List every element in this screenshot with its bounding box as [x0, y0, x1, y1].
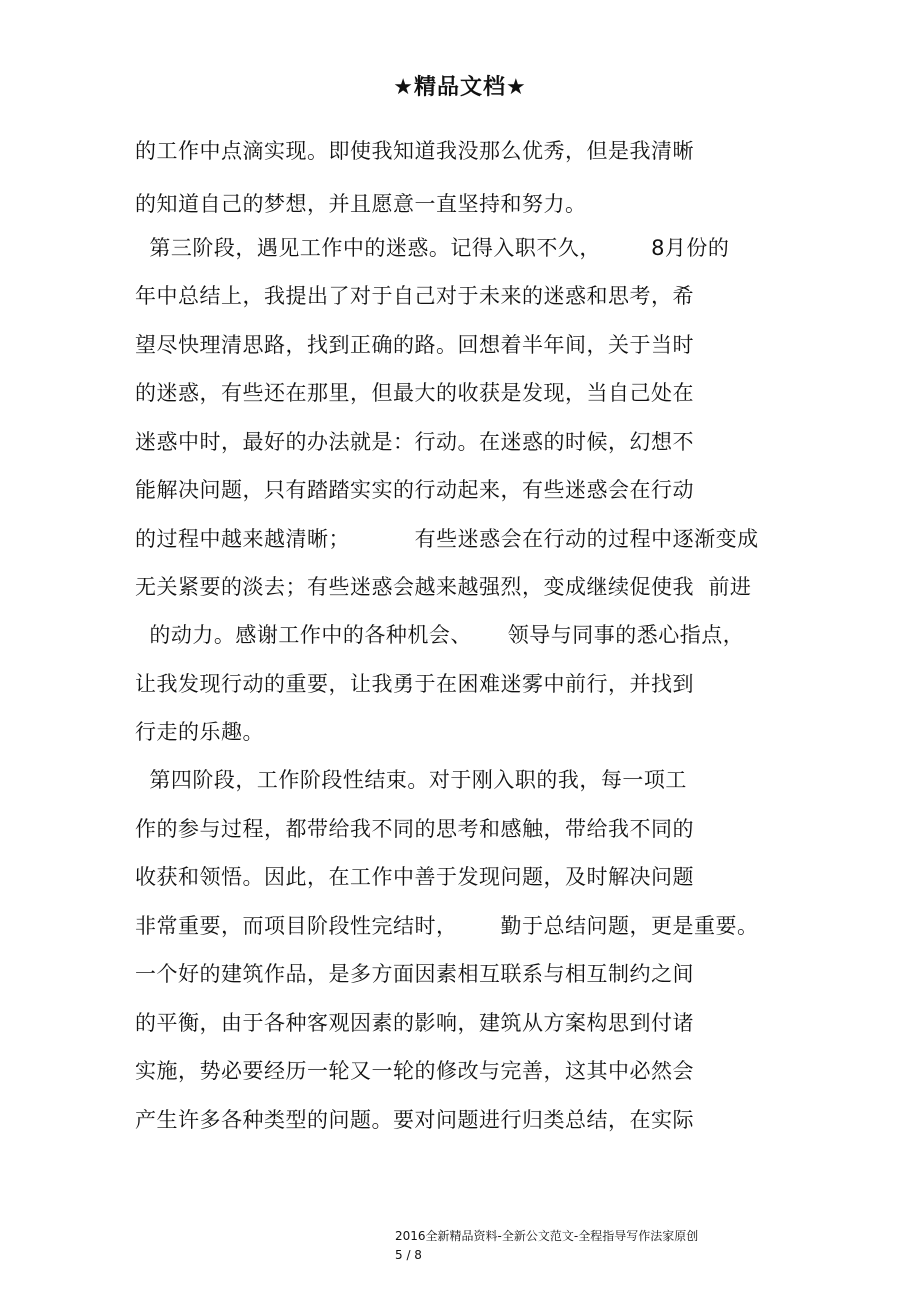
text-line: 的知道自己的梦想，并且愿意一直坚持和努力。	[135, 192, 587, 216]
text-line: 的迷惑，有些还在那里，但最大的收获是发现，当自己处在	[135, 381, 694, 405]
text-line: 第四阶段，工作阶段性结束。对于刚入职的我，每一项工	[135, 768, 687, 792]
text-line: 能解决问题，只有踏踏实实的行动起来，有些迷惑会在行动	[135, 478, 694, 502]
text-line: 非常重要，而项目阶段性完结时， 勤于总结问题，更是重要。	[135, 914, 759, 938]
text-line: 迷惑中时，最好的办法就是：行动。在迷惑的时候，幻想不	[135, 430, 694, 454]
text-line: 第三阶段，遇见工作中的迷惑。记得入职不久， 8月份的	[135, 236, 730, 260]
text-line: 作的参与过程，都带给我不同的思考和感触，带给我不同的	[135, 817, 694, 841]
document-header-title: ★精品文档★	[393, 75, 527, 100]
text-line: 的动力。感谢工作中的各种机会、 领导与同事的悉心指点，	[135, 623, 745, 647]
footer-source-text: 2016全新精品资料-全新公文范文-全程指导写作法家原创	[395, 1229, 699, 1243]
text-line: 行走的乐趣。	[135, 720, 264, 744]
text-line: 收获和领悟。因此，在工作中善于发现问题，及时解决问题	[135, 865, 694, 889]
text-line: 无关紧要的淡去；有些迷惑会越来越强烈，变成继续促使我 前进	[135, 575, 752, 599]
text-line: 望尽快理清思路，找到正确的路。回想着半年间，关于当时	[135, 333, 694, 357]
text-line: 产生许多各种类型的问题。要对问题进行归类总结，在实际	[135, 1108, 694, 1132]
text-line: 的过程中越来越清晰； 有些迷惑会在行动的过程中逐渐变成	[135, 527, 759, 551]
page-number: 5 / 8	[395, 1248, 422, 1262]
text-line: 年中总结上，我提出了对于自己对于未来的迷惑和思考，希	[135, 284, 694, 308]
text-line: 的平衡，由于各种客观因素的影响，建筑从方案构思到付诸	[135, 1011, 694, 1035]
text-line: 让我发现行动的重要，让我勇于在困难迷雾中前行，并找到	[135, 672, 694, 696]
text-line: 实施，势必要经历一轮又一轮的修改与完善，这其中必然会	[135, 1059, 694, 1083]
text-line: 的工作中点滴实现。即使我知道我没那么优秀，但是我清晰	[135, 139, 694, 163]
text-line: 一个好的建筑作品，是多方面因素相互联系与相互制约之间	[135, 962, 694, 986]
